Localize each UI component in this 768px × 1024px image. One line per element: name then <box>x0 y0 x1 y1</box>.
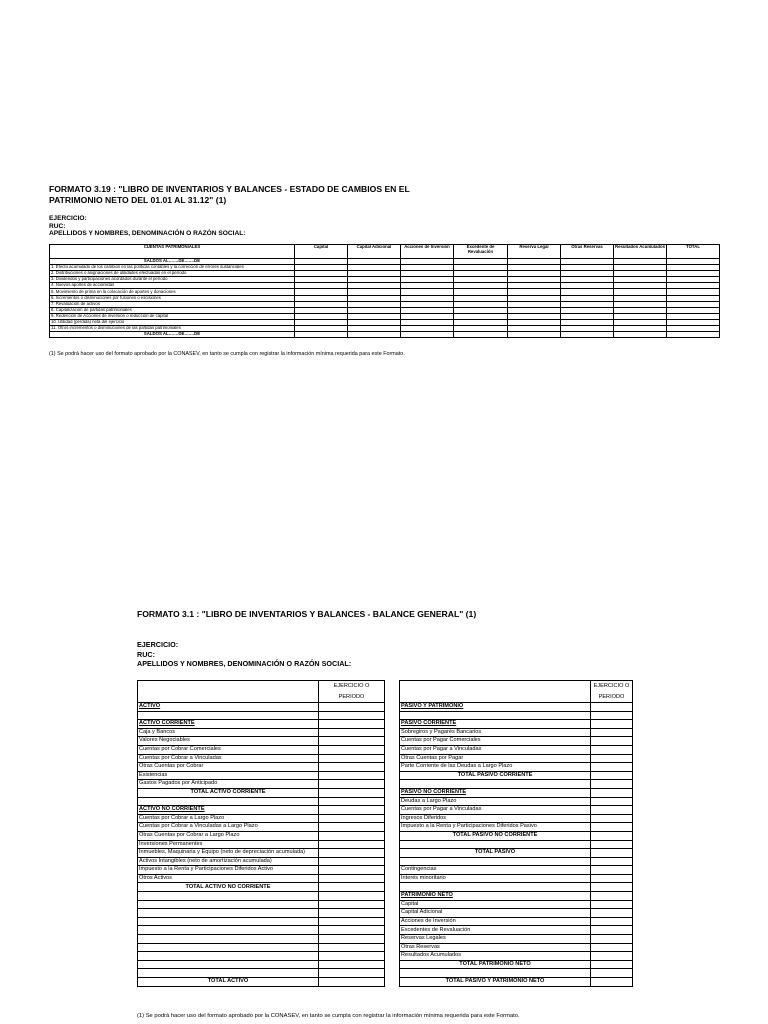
blank-row <box>400 883 633 892</box>
table-row <box>400 728 633 737</box>
blank-row <box>400 840 633 849</box>
value-cell[interactable] <box>319 849 385 858</box>
blank-row <box>138 935 385 944</box>
row-label: 2. Distribuciones o asignaciones de utilidades efectuadas en el período <box>50 271 295 277</box>
row-label: Parte Corriente de las Deudas a Largo Plazo <box>400 763 591 772</box>
value-cell[interactable] <box>591 823 633 832</box>
value-cell[interactable] <box>591 917 633 926</box>
value-cell[interactable] <box>591 780 633 789</box>
row-label: TOTAL PASIVO CORRIENTE <box>400 771 591 780</box>
blank-row <box>138 711 385 720</box>
row-label: Interés minoritario <box>400 874 591 883</box>
row-label: Cuentas por Pagar a Vinculadas <box>400 806 591 815</box>
value-cell[interactable] <box>319 823 385 832</box>
row-label: 5. Movimiento de prima en la colocación de aportes y donaciones <box>50 289 295 295</box>
value-cell[interactable] <box>591 857 633 866</box>
table-row <box>138 823 385 832</box>
value-cell[interactable] <box>591 969 633 978</box>
value-cell[interactable] <box>319 720 385 729</box>
row-label: Contingencias <box>400 866 591 875</box>
table-row <box>138 728 385 737</box>
column-header: Excedente de Revaluación <box>454 245 508 259</box>
table-row <box>400 866 633 875</box>
blank-row <box>400 681 633 703</box>
row-label: Cuentas por Cobrar a Largo Plazo <box>138 814 319 823</box>
row-label <box>400 857 591 866</box>
formato-319-footnote: (1) Se podrá hacer uso del formato aprobado por la CONASEV, en tanto se cumpla con registrar la información mínima requerida para este Formato. <box>49 351 405 357</box>
value-cell[interactable] <box>591 883 633 892</box>
table-row <box>400 737 633 746</box>
table-row <box>138 720 385 729</box>
row-label: Cuentas por Cobrar a Vinculadas a Largo Plazo <box>138 823 319 832</box>
value-cell[interactable] <box>591 866 633 875</box>
table-row <box>400 900 633 909</box>
value-cell[interactable] <box>319 874 385 883</box>
value-cell[interactable] <box>401 332 454 338</box>
table-row <box>400 926 633 935</box>
column-header: Otras Reservas <box>561 245 614 259</box>
blank-row <box>138 943 385 952</box>
value-cell[interactable] <box>591 703 633 712</box>
pasivo-patrimonio-table <box>399 680 633 987</box>
row-label: Cuentas por Cobrar a Vinculadas <box>138 754 319 763</box>
value-cell[interactable] <box>319 780 385 789</box>
table-row <box>138 840 385 849</box>
value-cell[interactable] <box>591 814 633 823</box>
value-cell[interactable] <box>319 952 385 961</box>
row-label: Otras Cuentas por Cobrar a Largo Plazo <box>138 831 319 840</box>
row-label: 10. Utilidad (pérdida) neta del ejercicio <box>50 319 295 325</box>
blank-row <box>138 960 385 969</box>
ruc-label: RUC: <box>49 222 66 230</box>
row-label <box>400 840 591 849</box>
table-row <box>138 780 385 789</box>
value-cell[interactable] <box>319 883 385 892</box>
table-row <box>138 874 385 883</box>
table-row <box>50 332 720 338</box>
value-cell[interactable] <box>295 332 348 338</box>
row-label <box>138 900 319 909</box>
table-row <box>138 883 385 892</box>
ruc-label: RUC: <box>137 649 155 659</box>
row-label: Otras Cuentas por Cobrar <box>138 763 319 772</box>
formato-319-title-line2: PATRIMONIO NETO DEL 01.01 AL 31.12" (1) <box>49 194 227 205</box>
formato-319-title <box>49 184 449 205</box>
value-cell[interactable] <box>319 926 385 935</box>
value-cell[interactable] <box>591 849 633 858</box>
table-row <box>400 952 633 961</box>
value-cell[interactable] <box>591 978 633 987</box>
value-cell[interactable] <box>561 332 614 338</box>
apellidos-label: APELLIDOS Y NOMBRES, DENOMINACIÓN O RAZÓN SOCIAL: <box>49 230 246 238</box>
column-header: Resultados Acumulados <box>614 245 667 259</box>
header-label-cell <box>400 681 591 703</box>
table-row <box>400 978 633 987</box>
row-label <box>138 952 319 961</box>
value-cell[interactable] <box>591 892 633 901</box>
value-cell[interactable] <box>591 900 633 909</box>
value-cell[interactable] <box>319 814 385 823</box>
value-cell[interactable] <box>591 840 633 849</box>
row-label: Excedentes de Revaluación <box>400 926 591 935</box>
table-row <box>400 831 633 840</box>
value-cell[interactable] <box>591 806 633 815</box>
table-row <box>400 754 633 763</box>
row-label: Otras Cuentas por Pagar <box>400 754 591 763</box>
blank-row <box>138 926 385 935</box>
row-label: Acciones de Inversión <box>400 917 591 926</box>
row-label: TOTAL ACTIVO <box>138 978 319 987</box>
table-row <box>400 763 633 772</box>
row-label: ACTIVO NO CORRIENTE <box>138 806 319 815</box>
table-row <box>138 978 385 987</box>
value-cell[interactable] <box>348 332 401 338</box>
row-label: Sobregiros y Pagarés Bancarios <box>400 728 591 737</box>
table-row <box>400 703 633 712</box>
value-cell[interactable] <box>319 909 385 918</box>
table-row <box>400 823 633 832</box>
ejercicio-header-line2: PERIODO <box>598 693 625 700</box>
value-cell[interactable] <box>319 711 385 720</box>
row-label: 4. Nuevos aportes de accionistas <box>50 283 295 289</box>
row-label: TOTAL PASIVO NO CORRIENTE <box>400 831 591 840</box>
column-header: Reserva Legal <box>508 245 561 259</box>
value-cell[interactable] <box>591 720 633 729</box>
row-label: Impuesto a la Renta y Participaciones Diferidos Activo <box>138 866 319 875</box>
row-label: Valores Negociables <box>138 737 319 746</box>
row-label: TOTAL ACTIVO NO CORRIENTE <box>138 883 319 892</box>
table-row <box>400 720 633 729</box>
row-label: PASIVO Y PATRIMONIO <box>400 703 591 712</box>
row-label: 11. Otros incrementos o disminuciones de las partidas patrimoniales <box>50 326 295 332</box>
row-label: Resultados Acumulados <box>400 952 591 961</box>
row-label <box>138 892 319 901</box>
value-cell[interactable] <box>319 857 385 866</box>
row-label: TOTAL PASIVO <box>400 849 591 858</box>
ejercicio-periodo-header <box>591 681 633 703</box>
value-cell[interactable] <box>319 763 385 772</box>
table-row <box>138 788 385 797</box>
table-header-row <box>50 245 720 259</box>
table-row <box>400 788 633 797</box>
row-label: Otras Reservas <box>400 943 591 952</box>
formato-319-meta <box>49 215 245 238</box>
row-label: Capital <box>400 900 591 909</box>
table-row <box>138 745 385 754</box>
table-row <box>400 806 633 815</box>
table-row <box>138 857 385 866</box>
ejercicio-label: EJERCICIO: <box>137 640 179 649</box>
value-cell[interactable] <box>319 943 385 952</box>
value-cell[interactable] <box>319 737 385 746</box>
table-row <box>400 943 633 952</box>
value-cell[interactable] <box>591 737 633 746</box>
value-cell[interactable] <box>591 754 633 763</box>
blank-row <box>138 900 385 909</box>
value-cell[interactable] <box>319 960 385 969</box>
row-label: TOTAL PATRIMONIO NETO <box>400 960 591 969</box>
blank-row <box>138 969 385 978</box>
row-label: 7. Revaluación de activos <box>50 301 295 307</box>
row-label <box>138 917 319 926</box>
row-label <box>400 711 591 720</box>
patrimonio-changes-table <box>49 244 720 338</box>
row-label <box>138 960 319 969</box>
value-cell[interactable] <box>319 771 385 780</box>
row-label: ACTIVO <box>138 703 319 712</box>
column-header: TOTAL <box>667 245 720 259</box>
row-label: Cuentas por Pagar Comerciales <box>400 737 591 746</box>
row-label: SALDOS AL…….DE…….DE <box>50 259 295 265</box>
value-cell[interactable] <box>319 900 385 909</box>
row-label: PATRIMONIO NETO <box>400 892 591 901</box>
row-label: SALDOS AL…….DE…….DE <box>50 332 295 338</box>
value-cell[interactable] <box>591 926 633 935</box>
table-row <box>138 849 385 858</box>
blank-row <box>400 857 633 866</box>
value-cell[interactable] <box>614 332 667 338</box>
table-row <box>138 737 385 746</box>
row-label <box>400 883 591 892</box>
value-cell[interactable] <box>591 831 633 840</box>
table-row <box>400 745 633 754</box>
header-label-cell <box>138 681 319 703</box>
table-row <box>138 754 385 763</box>
column-header: Capital Adicional <box>348 245 401 259</box>
value-cell[interactable] <box>591 745 633 754</box>
row-label <box>400 969 591 978</box>
row-label: 9. Redención de Acciones de inversión o reducción de capital <box>50 313 295 319</box>
table-row <box>400 771 633 780</box>
row-label <box>138 711 319 720</box>
row-label: Existencias <box>138 771 319 780</box>
table-row <box>138 806 385 815</box>
formato-31-footnote: (1) Se podrá hacer uso del formato aprobado por la CONASEV, en tanto se cumpla con registrar la información mínima requerida para este Formato. <box>137 1013 520 1019</box>
value-cell[interactable] <box>319 754 385 763</box>
formato-31-meta <box>137 640 351 669</box>
table-row <box>138 866 385 875</box>
table-row <box>400 960 633 969</box>
row-label: Impuesto a la Renta y Participaciones Diferidos Pasivo <box>400 823 591 832</box>
row-label: Reservas Legales <box>400 935 591 944</box>
ejercicio-header-line1: EJERCICIO O <box>333 683 370 689</box>
row-label: Caja y Bancos <box>138 728 319 737</box>
table-row <box>400 814 633 823</box>
value-cell[interactable] <box>591 874 633 883</box>
value-cell[interactable] <box>319 917 385 926</box>
row-label: Activos Intangibles (neto de amortización acumulada) <box>138 857 319 866</box>
row-label: Deudas a Largo Plazo <box>400 797 591 806</box>
ejercicio-header-line2: PERIODO <box>338 693 365 700</box>
row-label: 1. Efecto acumulado de los cambios en las políticas contables y la corrección de errores sustanciales <box>50 265 295 271</box>
value-cell[interactable] <box>319 969 385 978</box>
row-label: 6. Incrementos o disminuciones por fusiones o escisiones <box>50 295 295 301</box>
row-label: TOTAL PASIVO Y PATRIMONIO NETO <box>400 978 591 987</box>
row-label <box>138 969 319 978</box>
row-label: Inmuebles, Maquinaria y Equipo (neto de depreciación acumulada) <box>138 849 319 858</box>
blank-row <box>138 892 385 901</box>
row-label: Otros Activos <box>138 874 319 883</box>
blank-row <box>138 952 385 961</box>
blank-row <box>400 969 633 978</box>
row-label <box>400 780 591 789</box>
row-label <box>138 935 319 944</box>
value-cell[interactable] <box>454 332 508 338</box>
value-cell[interactable] <box>508 332 561 338</box>
blank-row <box>138 681 385 703</box>
table-row <box>400 797 633 806</box>
row-label: PASIVO NO CORRIENTE <box>400 788 591 797</box>
value-cell[interactable] <box>591 960 633 969</box>
value-cell[interactable] <box>319 703 385 712</box>
blank-row <box>138 917 385 926</box>
value-cell[interactable] <box>319 788 385 797</box>
table-row <box>400 849 633 858</box>
activo-table <box>137 680 385 987</box>
row-label: Cuentas por Pagar a Vinculadas <box>400 745 591 754</box>
ejercicio-header-line1: EJERCICIO O <box>593 683 630 689</box>
row-label: Ingresos Diferidos <box>400 814 591 823</box>
column-header: CUENTAS PATRIMONIALES <box>50 245 295 259</box>
formato-31-title: FORMATO 3.1 : "LIBRO DE INVENTARIOS Y BALANCES - BALANCE GENERAL" (1) <box>137 609 477 619</box>
value-cell[interactable] <box>591 952 633 961</box>
value-cell[interactable] <box>591 788 633 797</box>
blank-row <box>138 797 385 806</box>
table-row <box>400 935 633 944</box>
ejercicio-label: EJERCICIO: <box>49 215 87 222</box>
value-cell[interactable] <box>667 332 720 338</box>
table-row <box>400 909 633 918</box>
table-row <box>138 771 385 780</box>
apellidos-label: APELLIDOS Y NOMBRES, DENOMINACIÓN O RAZÓN SOCIAL: <box>137 659 352 669</box>
value-cell[interactable] <box>319 935 385 944</box>
value-cell[interactable] <box>319 978 385 987</box>
row-label: Gastos Pagados por Anticipado <box>138 780 319 789</box>
column-header: Capital <box>295 245 348 259</box>
row-label: PASIVO CORRIENTE <box>400 720 591 729</box>
row-label <box>138 943 319 952</box>
row-label: 3. Dividendos y participaciones acordados durante el período <box>50 277 295 283</box>
value-cell[interactable] <box>319 728 385 737</box>
value-cell[interactable] <box>591 935 633 944</box>
ejercicio-periodo-header <box>319 681 385 703</box>
table-row <box>138 831 385 840</box>
blank-row <box>400 711 633 720</box>
row-label: Capital Adicional <box>400 909 591 918</box>
value-cell[interactable] <box>319 831 385 840</box>
table-row <box>138 703 385 712</box>
value-cell[interactable] <box>591 728 633 737</box>
row-label: 8. Capitalización de partidas patrimoniales <box>50 307 295 313</box>
value-cell[interactable] <box>591 797 633 806</box>
row-label <box>138 909 319 918</box>
value-cell[interactable] <box>319 866 385 875</box>
row-label: TOTAL ACTIVO CORRIENTE <box>138 788 319 797</box>
value-cell[interactable] <box>591 909 633 918</box>
row-label: Inversiones Permanentes <box>138 840 319 849</box>
value-cell[interactable] <box>591 763 633 772</box>
value-cell[interactable] <box>319 806 385 815</box>
row-label <box>138 926 319 935</box>
value-cell[interactable] <box>319 840 385 849</box>
table-row <box>400 892 633 901</box>
table-row <box>138 763 385 772</box>
table-row <box>400 917 633 926</box>
blank-row <box>138 909 385 918</box>
value-cell[interactable] <box>591 943 633 952</box>
formato-319-title-line1: FORMATO 3.19 : "LIBRO DE INVENTARIOS Y BALANCES - ESTADO DE CAMBIOS EN EL <box>49 184 410 194</box>
blank-row <box>400 780 633 789</box>
value-cell[interactable] <box>319 745 385 754</box>
value-cell[interactable] <box>319 797 385 806</box>
row-label: ACTIVO CORRIENTE <box>138 720 319 729</box>
row-label <box>138 797 319 806</box>
table-row <box>400 874 633 883</box>
column-header: Acciones de Inversión <box>401 245 454 259</box>
value-cell[interactable] <box>591 711 633 720</box>
row-label: Cuentas por Cobrar Comerciales <box>138 745 319 754</box>
value-cell[interactable] <box>319 892 385 901</box>
table-row <box>138 814 385 823</box>
value-cell[interactable] <box>591 771 633 780</box>
